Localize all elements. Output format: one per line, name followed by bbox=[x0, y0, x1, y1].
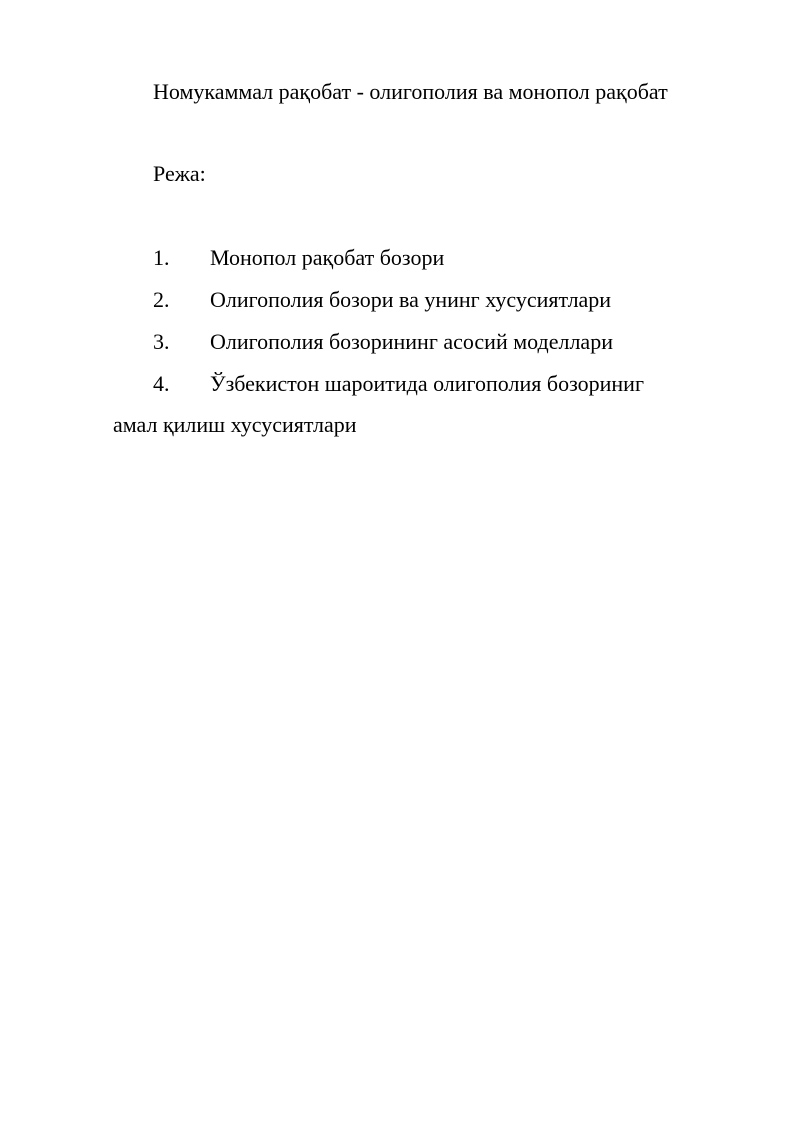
plan-item-number: 4. bbox=[153, 371, 170, 396]
plan-item-number: 2. bbox=[153, 287, 170, 312]
plan-item-text: Олигополия бозорининг асосий моделлари bbox=[210, 329, 613, 354]
plan-item-1 bbox=[153, 244, 444, 272]
plan-item-number: 3. bbox=[153, 329, 170, 354]
plan-item-4-continuation: амал қилиш хусусиятлари bbox=[113, 412, 357, 437]
plan-item-2 bbox=[153, 286, 611, 314]
plan-label: Режа: bbox=[153, 161, 206, 186]
plan-item-3 bbox=[153, 328, 613, 356]
plan-item-4 bbox=[153, 370, 644, 398]
plan-item-text: Монопол рақобат бозори bbox=[210, 245, 445, 270]
plan-item-text: Олигополия бозори ва унинг хусусиятлари bbox=[210, 287, 612, 312]
document-title: Номукаммал рақобат - олигополия ва монопол рақобат bbox=[153, 79, 668, 104]
plan-item-text: Ўзбекистон шароитида олигополия бозориниг bbox=[210, 371, 644, 396]
plan-item-number: 1. bbox=[153, 245, 170, 270]
